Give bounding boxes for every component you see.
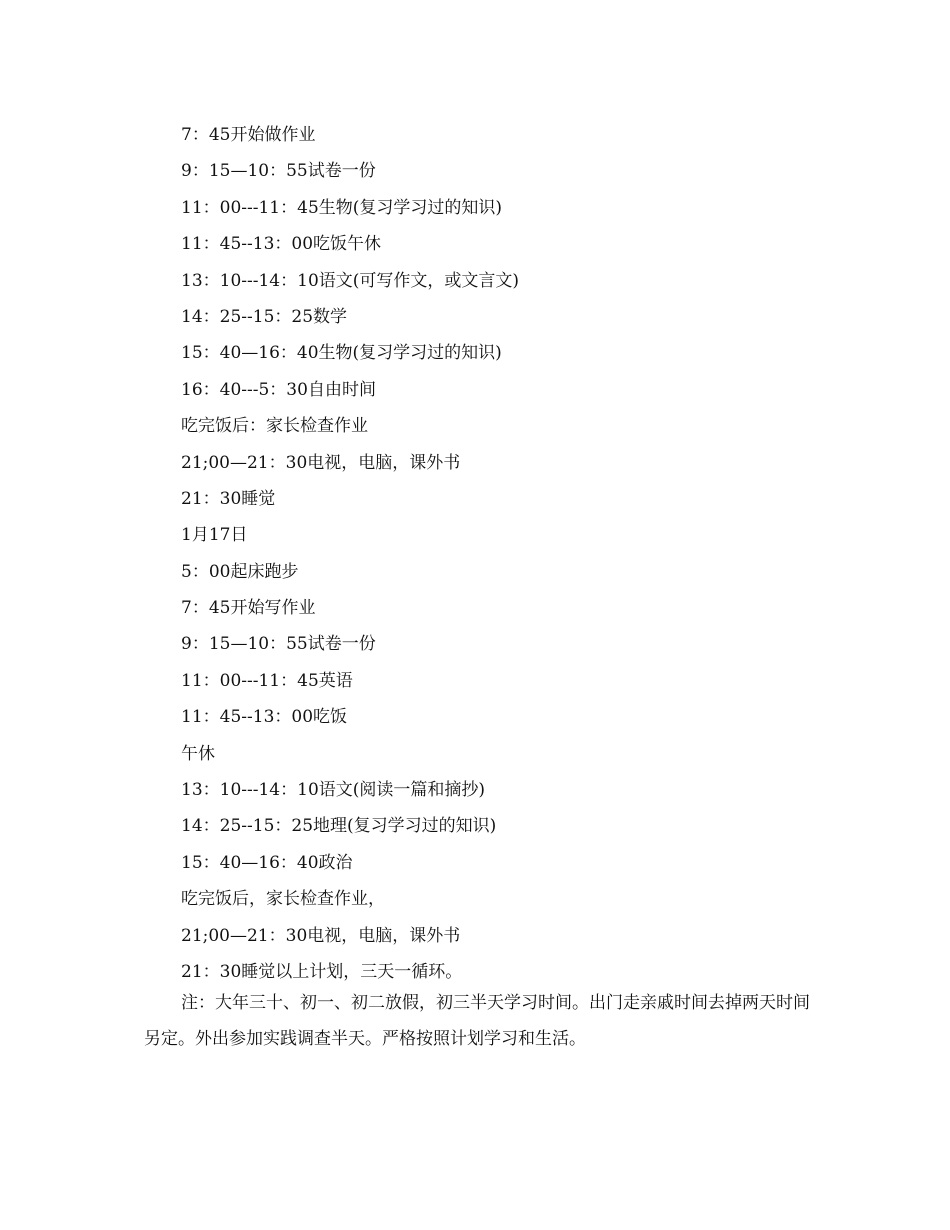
schedule-line: 9：15—10：55试卷一份 — [181, 161, 376, 182]
schedule-line: 21：30睡觉 — [181, 488, 276, 509]
schedule-line: 15：40—16：40政治 — [181, 852, 353, 873]
schedule-line: 午休 — [181, 743, 215, 764]
schedule-line: 14：25--15：25地理(复习学习过的知识) — [181, 816, 497, 837]
schedule-line: 15：40—16：40生物(复习学习过的知识) — [181, 343, 502, 364]
schedule-line: 9：15—10：55试卷一份 — [181, 634, 376, 655]
schedule-line: 16：40---5：30自由时间 — [181, 379, 376, 400]
schedule-line: 21;00—21：30电视，电脑，课外书 — [181, 925, 461, 946]
schedule-line: 13：10---14：10语文(阅读一篇和摘抄) — [181, 780, 486, 801]
schedule-line: 吃完饭后：家长检查作业 — [181, 416, 368, 437]
schedule-line: 13：10---14：10语文(可写作文，或文言文) — [181, 270, 520, 291]
schedule-line: 21：30睡觉以上计划，三天一循环。 — [181, 961, 463, 982]
schedule-line: 11：00---11：45生物(复习学习过的知识) — [181, 197, 503, 218]
date-heading: 1月17日 — [181, 525, 248, 546]
note-paragraph: 注：大年三十、初一、初二放假，初三半天学习时间。出门走亲戚时间去掉两天时间另定。外出参加实践调查半天。严格按照计划学习和生活。 — [144, 993, 810, 1049]
schedule-line: 5：00起床跑步 — [181, 561, 299, 582]
schedule-line: 21;00—21：30电视，电脑，课外书 — [181, 452, 461, 473]
schedule-line: 7：45开始做作业 — [181, 125, 316, 145]
schedule-line: 11：00---11：45英语 — [181, 670, 353, 691]
schedule-line: 11：45--13：00吃饭午休 — [181, 234, 382, 255]
schedule-line: 7：45开始写作业 — [181, 598, 316, 619]
schedule-line: 吃完饭后，家长检查作业， — [181, 889, 385, 910]
schedule-line: 14：25--15：25数学 — [181, 306, 348, 327]
schedule-lines — [181, 117, 821, 990]
schedule-line: 11：45--13：00吃饭 — [181, 707, 348, 728]
